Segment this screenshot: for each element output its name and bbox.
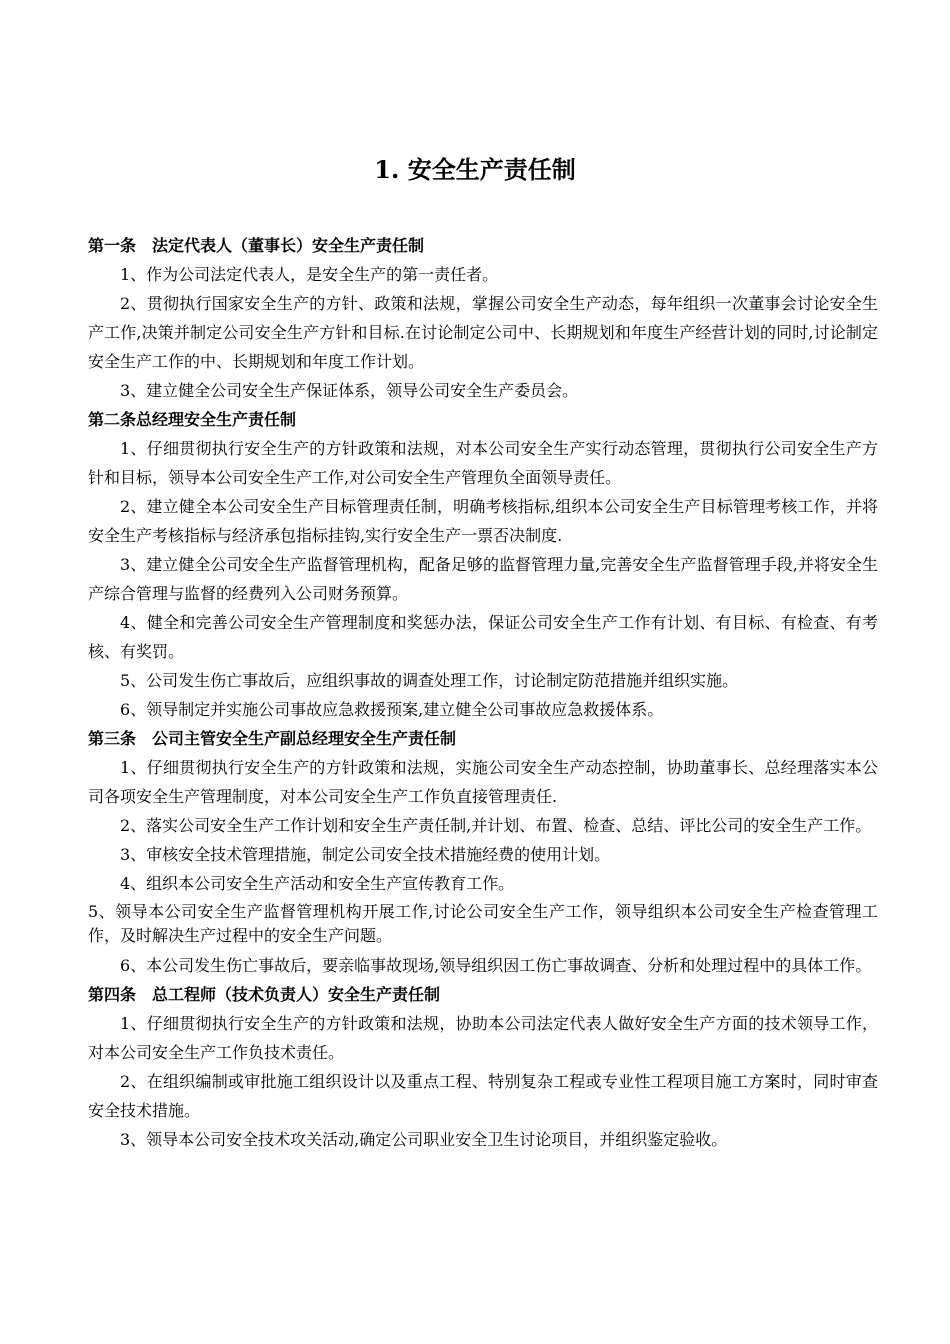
paragraph: 6、领导制定并实施公司事故应急救援预案,建立健全公司事故应急救援体系。 [120,700,664,719]
paragraph: 4、组织本公司安全生产活动和安全生产宣传教育工作。 [120,874,515,893]
paragraph: 2、贯彻执行国家安全生产的方针、政策和法规，掌握公司安全生产动态，每年组织一次董事会讨论安全生产工作,决策并制定公司安全生产方针和目标.在讨论制定公司中、长期规划和年度生产经营计划的同时,讨论制定安全生产工作的中、长期规划和年度工作计划。 [88,294,878,371]
paragraph: 2、在组织编制或审批施工组织设计以及重点工程、特别复杂工程或专业性工程项目施工方案时，同时审查安全技术措施。 [88,1072,878,1120]
paragraph: 3、建立健全公司安全生产保证体系，领导公司安全生产委员会。 [120,381,579,400]
paragraph: 1、仔细贯彻执行安全生产的方针政策和法规，对本公司安全生产实行动态管理，贯彻执行公司安全生产方针和目标，领导本公司安全生产工作,对公司安全生产管理负全面领导责任。 [88,439,878,487]
section-heading-2: 第二条总经理安全生产责任制 [88,410,297,429]
section-heading-4: 第四条 总工程师（技术负责人）安全生产责任制 [88,985,441,1004]
paragraph: 5、公司发生伤亡事故后，应组织事故的调查处理工作，讨论制定防范措施并组织实施。 [120,671,739,690]
document-title: 1. 安全生产责任制 [374,155,576,184]
paragraph: 3、审核安全技术管理措施，制定公司安全技术措施经费的使用计划。 [120,845,611,864]
document-body [88,231,878,1154]
section-heading-1: 第一条 法定代表人（董事长）安全生产责任制 [88,236,425,255]
paragraph-unindented: 5、领导本公司安全生产监督管理机构开展工作,讨论公司安全生产工作，领导组织本公司安全生产检查管理工作，及时解决生产过程中的安全生产问题。 [88,902,878,945]
paragraph: 4、健全和完善公司安全生产管理制度和奖惩办法，保证公司安全生产工作有计划、有目标、有检查、有考核、有奖罚。 [88,613,878,661]
paragraph: 2、建立健全本公司安全生产目标管理责任制，明确考核指标,组织本公司安全生产目标管理考核工作，并将安全生产考核指标与经济承包指标挂钩,实行安全生产一票否决制度. [88,497,878,545]
paragraph: 1、仔细贯彻执行安全生产的方针政策和法规，实施公司安全生产动态控制，协助董事长、总经理落实本公司各项安全生产管理制度，对本公司安全生产工作负直接管理责任. [88,758,878,806]
paragraph: 6、本公司发生伤亡事故后，要亲临事故现场,领导组织因工伤亡事故调查、分析和处理过程中的具体工作。 [120,956,872,975]
paragraph: 3、建立健全公司安全生产监督管理机构，配备足够的监督管理力量,完善安全生产监督管理手段,并将安全生产综合管理与监督的经费列入公司财务预算。 [88,555,878,603]
paragraph: 2、落实公司安全生产工作计划和安全生产责任制,并计划、布置、检查、总结、评比公司的安全生产工作。 [120,816,872,835]
paragraph: 3、领导本公司安全技术攻关活动,确定公司职业安全卫生讨论项目，并组织鉴定验收。 [120,1130,728,1149]
paragraph: 1、作为公司法定代表人，是安全生产的第一责任者。 [120,265,499,284]
paragraph: 1、仔细贯彻执行安全生产的方针政策和法规，协助本公司法定代表人做好安全生产方面的技术领导工作，对本公司安全生产工作负技术责任。 [88,1014,878,1062]
section-heading-3: 第三条 公司主管安全生产副总经理安全生产责任制 [88,729,457,748]
